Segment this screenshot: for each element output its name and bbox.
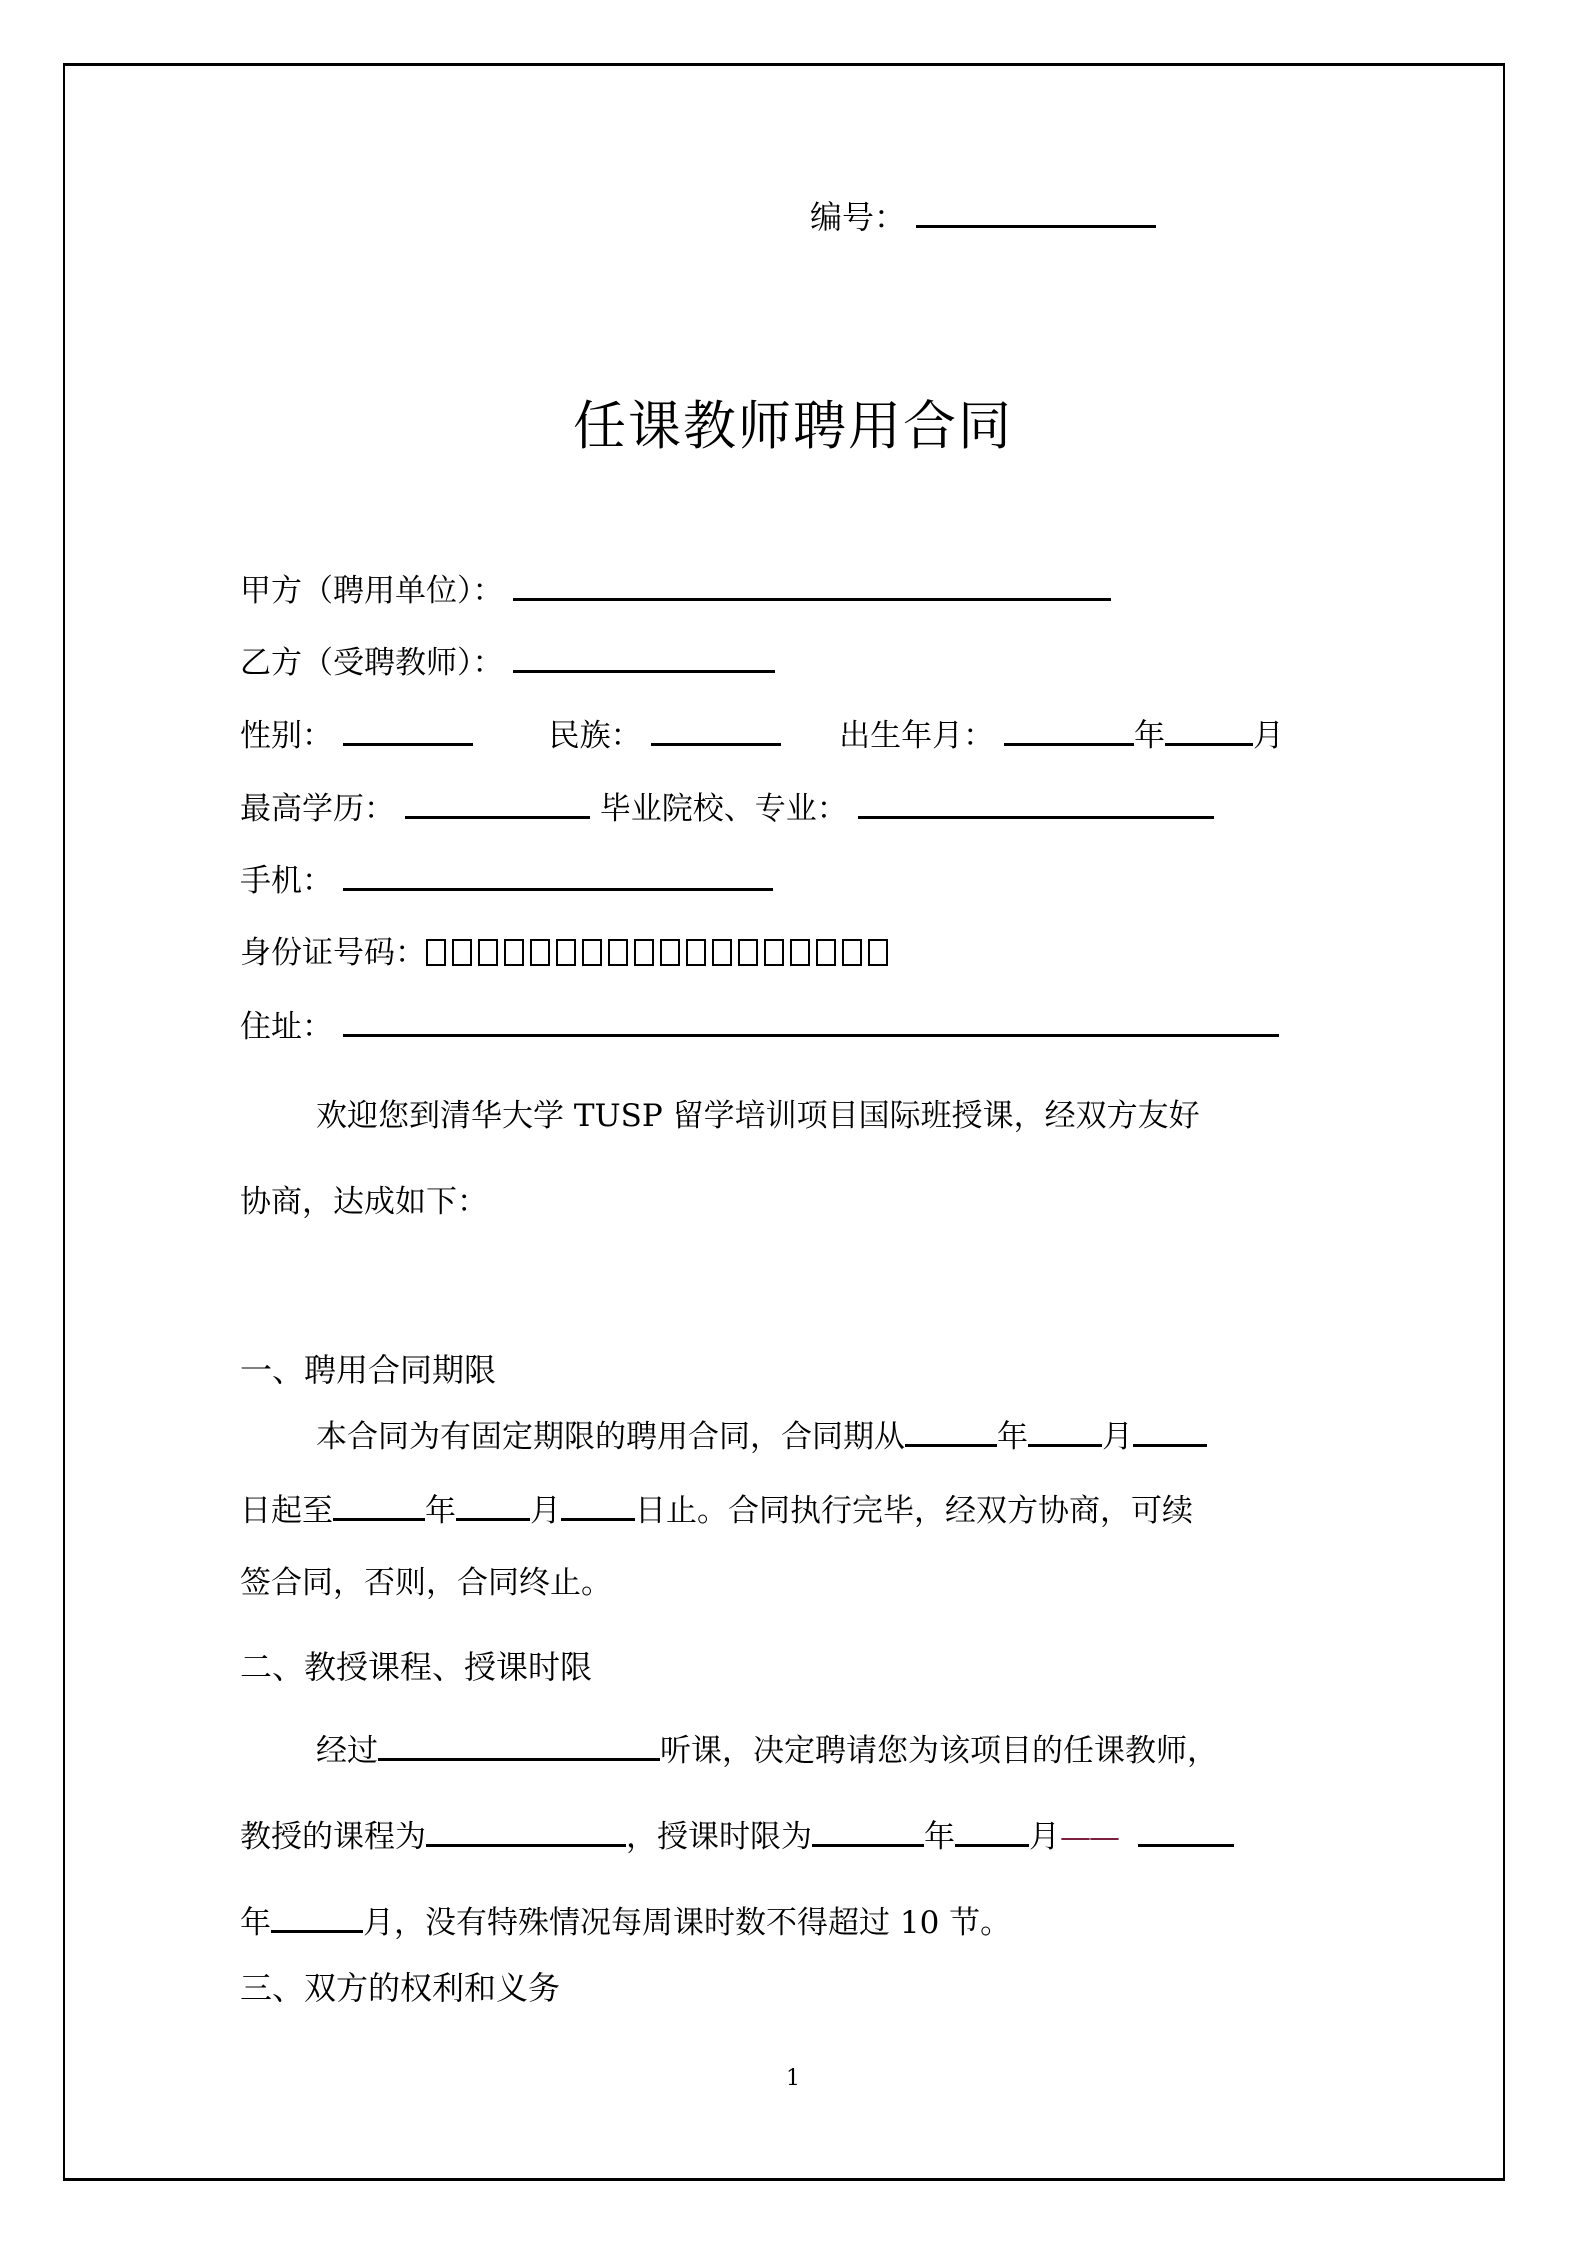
- section-1-day-end: 日止。合同执行完毕，经双方协商，可续: [635, 1493, 1193, 1529]
- start-month-unit: 月: [1102, 1419, 1133, 1455]
- term-start-month-field[interactable]: [955, 1814, 1029, 1847]
- id-digit-box[interactable]: [868, 939, 888, 966]
- school-field[interactable]: [858, 786, 1214, 819]
- birth-year-unit: 年: [1134, 718, 1166, 754]
- section-2-text-c: 教授的课程为: [240, 1819, 426, 1855]
- document-title: 任课教师聘用合同: [573, 396, 1013, 457]
- phone-label: 手机：: [240, 863, 333, 899]
- section-2-line-2: [240, 1814, 1234, 1859]
- id-digit-box[interactable]: [712, 939, 732, 966]
- range-dash: ——: [1060, 1819, 1118, 1855]
- education-field[interactable]: [405, 786, 590, 819]
- party-a-label: 甲方（聘用单位）：: [240, 573, 504, 609]
- id-digit-box[interactable]: [790, 939, 810, 966]
- section-2-line-1: [316, 1728, 1218, 1773]
- id-number-label: 身份证号码：: [240, 935, 426, 971]
- party-b-label: 乙方（受聘教师）：: [240, 645, 504, 681]
- end-month-unit: 月: [530, 1493, 561, 1529]
- section-3-heading: 三、双方的权利和义务: [240, 1969, 561, 2007]
- section-1-heading: 一、聘用合同期限: [240, 1351, 497, 1389]
- end-month-field[interactable]: [456, 1488, 530, 1521]
- phone-field[interactable]: [343, 858, 773, 891]
- address-field[interactable]: [343, 1004, 1279, 1037]
- id-digit-box[interactable]: [556, 939, 576, 966]
- start-year-unit: 年: [997, 1419, 1028, 1455]
- serial-number-row: [810, 192, 1156, 238]
- term-start-year-field[interactable]: [812, 1814, 924, 1847]
- section-2-text-b: 听课，决定聘请您为该项目的任课教师，: [660, 1733, 1218, 1769]
- party-a-row: [240, 568, 1111, 613]
- section-2-line-3: [240, 1900, 1011, 1945]
- section-2-text-d: ，授课时限为: [626, 1819, 812, 1855]
- birth-label: 出生年月：: [839, 718, 995, 754]
- serial-number-label: 编号：: [810, 198, 907, 236]
- term-start-month-unit: 月: [1029, 1819, 1060, 1855]
- section-2-text-a: 经过: [316, 1733, 378, 1769]
- party-b-field[interactable]: [513, 640, 775, 673]
- serial-number-field[interactable]: [916, 195, 1156, 228]
- term-start-year-unit: 年: [924, 1819, 955, 1855]
- section-1-line-1: [316, 1414, 1207, 1459]
- id-digit-box[interactable]: [660, 939, 680, 966]
- end-day-field[interactable]: [561, 1488, 635, 1521]
- id-digit-box[interactable]: [452, 939, 472, 966]
- course-field[interactable]: [426, 1814, 626, 1847]
- term-end-year-field[interactable]: [1138, 1814, 1234, 1847]
- section-1-line-3: 签合同，否则，合同终止。: [240, 1565, 612, 1601]
- education-row: [240, 786, 1214, 831]
- phone-row: [240, 858, 773, 903]
- term-end-year-unit: 年: [240, 1905, 271, 1941]
- id-digit-box[interactable]: [816, 939, 836, 966]
- id-digit-box[interactable]: [686, 939, 706, 966]
- gender-field[interactable]: [343, 713, 473, 746]
- ethnicity-field[interactable]: [651, 713, 781, 746]
- start-month-field[interactable]: [1028, 1414, 1102, 1447]
- id-number-row: [240, 931, 894, 975]
- section-1-line-2: [240, 1488, 1193, 1533]
- id-digit-box[interactable]: [530, 939, 550, 966]
- address-label: 住址：: [240, 1009, 333, 1045]
- section-2-heading: 二、教授课程、授课时限: [240, 1648, 593, 1686]
- id-digit-box[interactable]: [478, 939, 498, 966]
- birth-year-field[interactable]: [1004, 713, 1134, 746]
- school-label: 毕业院校、专业：: [599, 791, 848, 827]
- party-a-field[interactable]: [513, 568, 1111, 601]
- gender-label: 性别：: [240, 718, 333, 754]
- id-digit-box[interactable]: [738, 939, 758, 966]
- audit-field[interactable]: [378, 1728, 660, 1761]
- id-digit-box[interactable]: [426, 939, 446, 966]
- end-year-unit: 年: [425, 1493, 456, 1529]
- personal-info-row: [240, 713, 1284, 758]
- id-digit-box[interactable]: [764, 939, 784, 966]
- id-digit-box[interactable]: [582, 939, 602, 966]
- section-1-text-a: 本合同为有固定期限的聘用合同，合同期从: [316, 1419, 905, 1455]
- id-digit-box[interactable]: [608, 939, 628, 966]
- party-b-row: [240, 640, 775, 685]
- birth-month-unit: 月: [1253, 718, 1285, 754]
- education-label: 最高学历：: [240, 791, 395, 827]
- start-year-field[interactable]: [905, 1414, 997, 1447]
- start-day-field[interactable]: [1133, 1414, 1207, 1447]
- id-number-boxes[interactable]: [426, 935, 894, 971]
- id-digit-box[interactable]: [504, 939, 524, 966]
- section-1-day-start: 日起至: [240, 1493, 333, 1529]
- page-number: 1: [786, 2066, 800, 2091]
- term-end-month-field[interactable]: [271, 1900, 363, 1933]
- end-year-field[interactable]: [333, 1488, 425, 1521]
- address-row: [240, 1004, 1279, 1049]
- id-digit-box[interactable]: [842, 939, 862, 966]
- ethnicity-label: 民族：: [548, 718, 642, 754]
- intro-line-2: 协商，达成如下：: [240, 1184, 488, 1220]
- intro-line-1: 欢迎您到清华大学 TUSP 留学培训项目国际班授课，经双方友好: [316, 1098, 1200, 1134]
- id-digit-box[interactable]: [634, 939, 654, 966]
- section-2-text-e: 月，没有特殊情况每周课时数不得超过 10 节。: [363, 1905, 1012, 1941]
- birth-month-field[interactable]: [1165, 713, 1253, 746]
